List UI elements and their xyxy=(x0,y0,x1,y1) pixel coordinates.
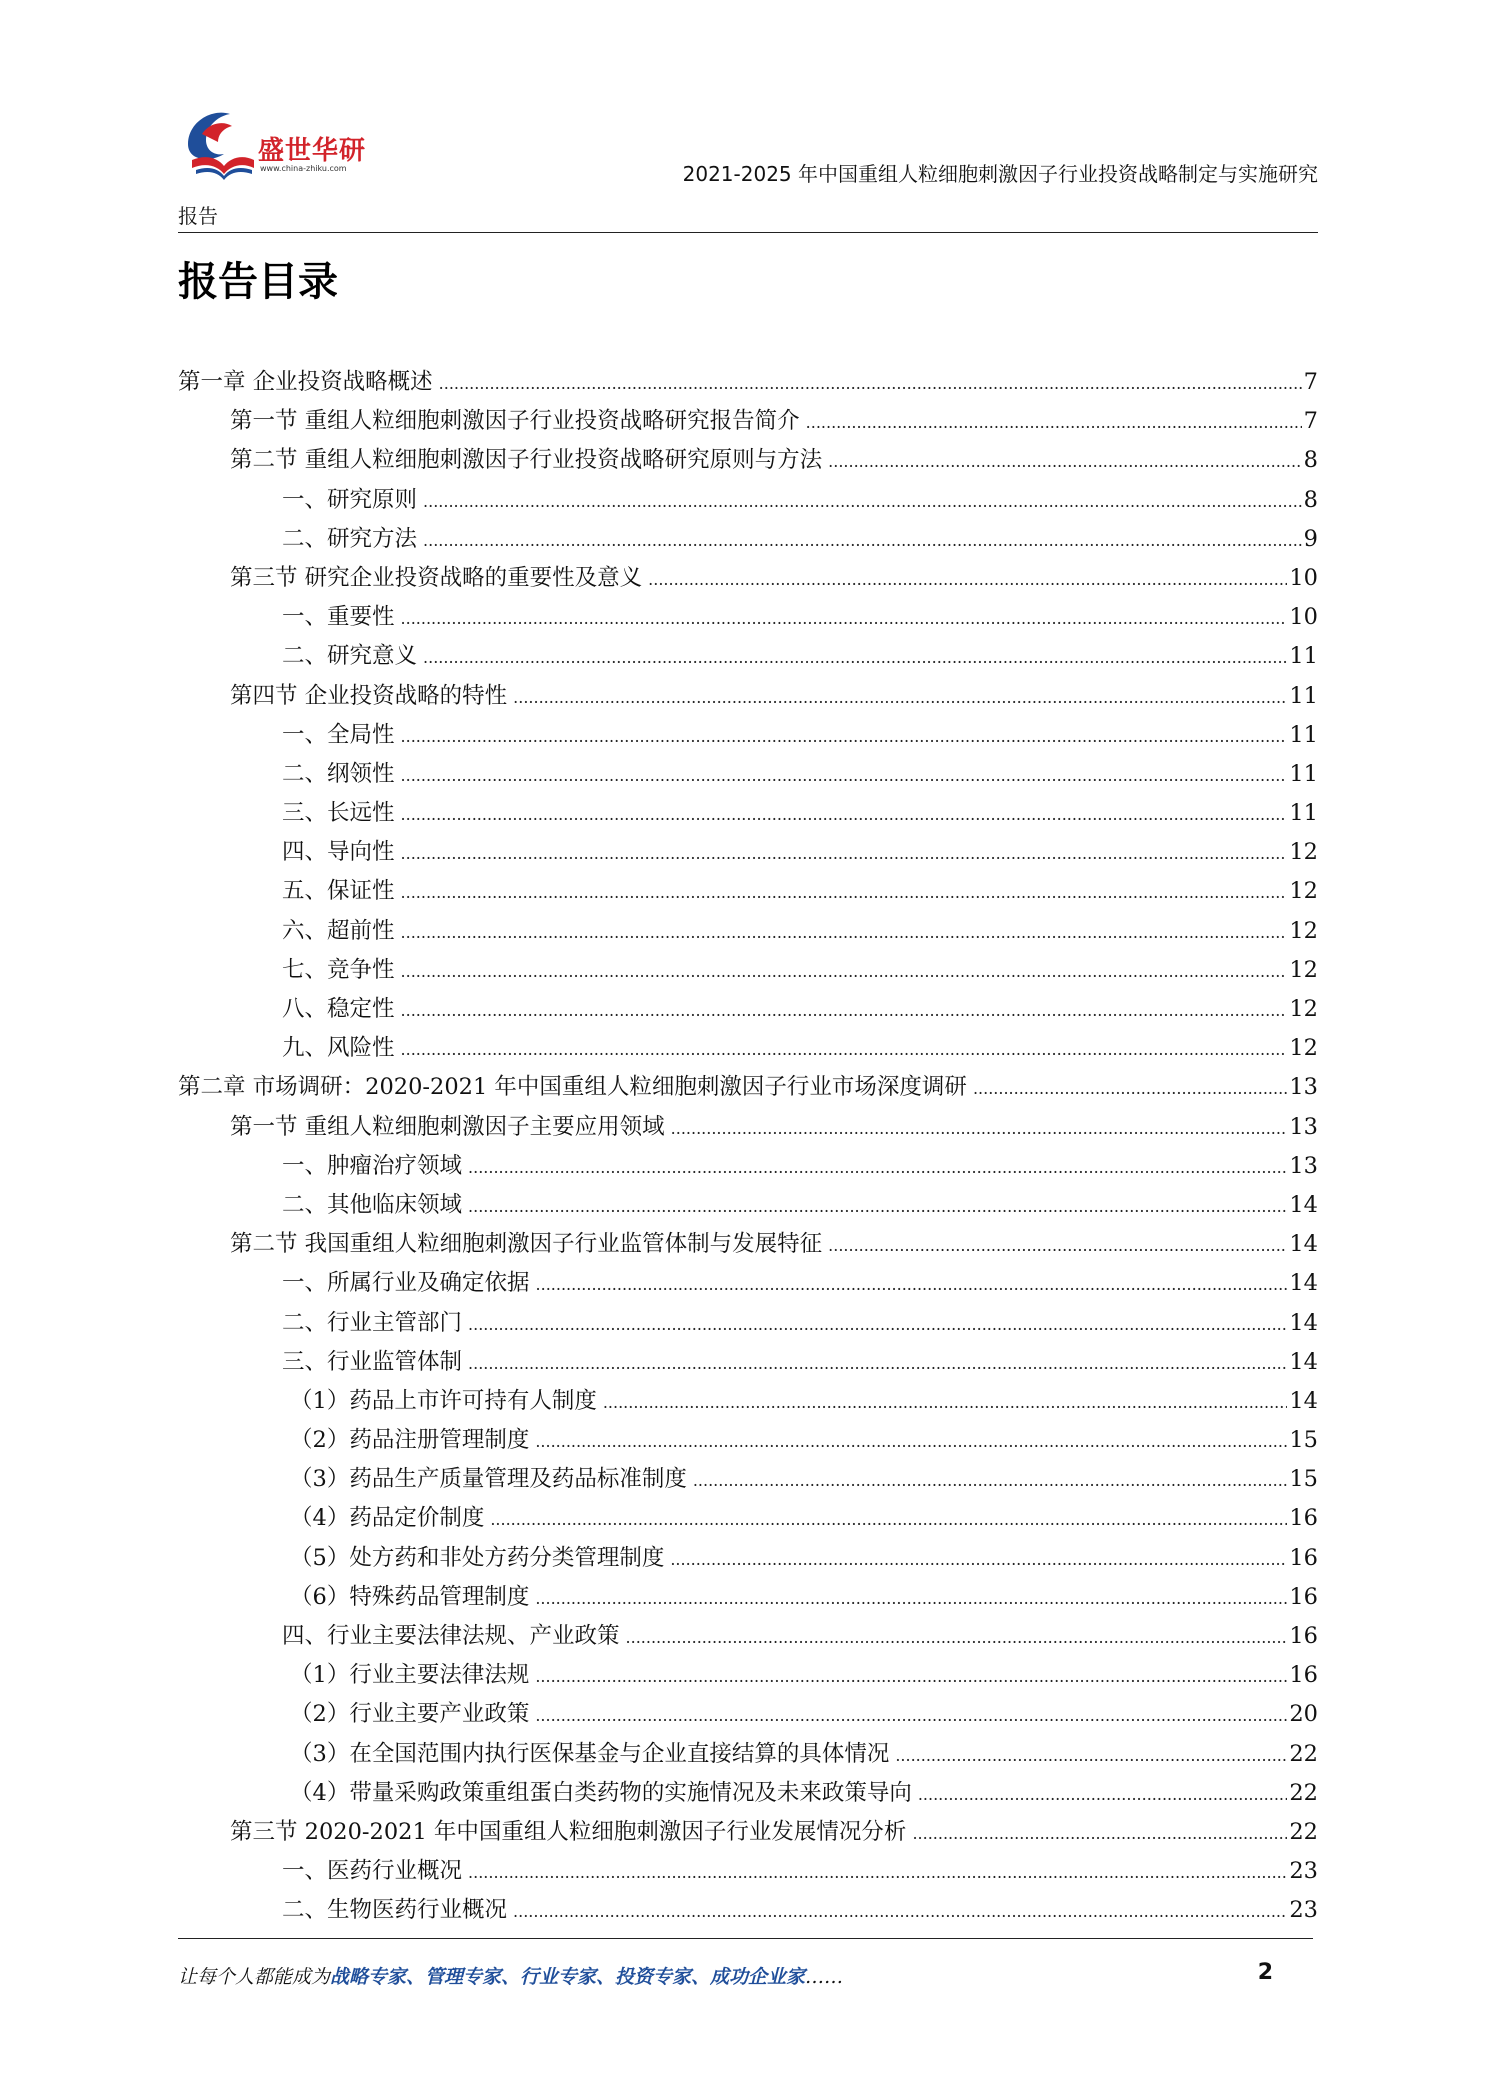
toc-entry[interactable] xyxy=(178,1109,1318,1148)
toc-entry-page: 11 xyxy=(1289,721,1318,748)
toc-entry-page: 16 xyxy=(1289,1505,1318,1532)
toc-entry[interactable] xyxy=(178,1736,1318,1775)
toc-entry-page: 14 xyxy=(1289,1387,1318,1414)
toc-entry-page: 14 xyxy=(1289,1231,1318,1258)
toc-dot-leader xyxy=(401,609,1288,628)
toc-dot-leader xyxy=(468,1158,1287,1177)
toc-entry-page: 11 xyxy=(1289,800,1318,827)
toc-entry-label: 一、所属行业及确定依据 xyxy=(282,1270,530,1297)
toc-dot-leader xyxy=(468,1197,1287,1216)
brand-name: 盛世华研 xyxy=(258,136,367,166)
toc-entry-page: 15 xyxy=(1289,1427,1318,1454)
toc-dot-leader xyxy=(535,1589,1287,1608)
toc-entry-page: 22 xyxy=(1289,1740,1318,1767)
toc-entry[interactable] xyxy=(178,521,1318,560)
toc-dot-leader xyxy=(401,923,1288,942)
toc-entry-label: 第二节 我国重组人粒细胞刺激因子行业监管体制与发展特征 xyxy=(230,1231,823,1258)
toc-dot-leader xyxy=(490,1510,1287,1529)
toc-entry-label: （6）特殊药品管理制度 xyxy=(290,1583,530,1610)
toc-entry[interactable] xyxy=(178,638,1318,677)
toc-entry-page: 13 xyxy=(1289,1152,1318,1179)
toc-entry-label: （5）处方药和非处方药分类管理制度 xyxy=(290,1544,665,1571)
toc-entry-page: 11 xyxy=(1289,760,1318,787)
toc-entry[interactable] xyxy=(178,1187,1318,1226)
toc-dot-leader xyxy=(401,766,1288,785)
toc-entry[interactable] xyxy=(178,403,1318,442)
toc-entry[interactable] xyxy=(178,1030,1318,1069)
toc-dot-leader xyxy=(513,1902,1287,1921)
toc-dot-leader xyxy=(828,452,1302,471)
toc-entry-page: 13 xyxy=(1289,1113,1318,1140)
toc-entry-label: 一、肿瘤治疗领域 xyxy=(282,1152,463,1179)
toc-entry[interactable] xyxy=(178,913,1318,952)
toc-entry-label: 一、全局性 xyxy=(282,721,395,748)
toc-entry-label: （4）药品定价制度 xyxy=(290,1505,485,1532)
toc-dot-leader xyxy=(468,1354,1287,1373)
toc-entry-page: 12 xyxy=(1289,996,1318,1022)
toc-entry-page: 14 xyxy=(1289,1270,1318,1297)
toc-entry-page: 22 xyxy=(1289,1818,1318,1845)
toc-entry[interactable] xyxy=(178,1775,1318,1814)
slogan-accent: 战略专家、管理专家、行业专家、投资专家、成功企业家 xyxy=(330,1966,806,1988)
toc-entry[interactable] xyxy=(178,442,1318,481)
page-title: 报告目录 xyxy=(178,259,338,305)
toc-entry[interactable] xyxy=(178,1892,1318,1931)
toc-entry-label: （3）在全国范围内执行医保基金与企业直接结算的具体情况 xyxy=(290,1740,890,1767)
toc-entry-label: 第一节 重组人粒细胞刺激因子行业投资战略研究报告简介 xyxy=(230,408,800,435)
toc-entry-page: 7 xyxy=(1303,369,1318,395)
toc-entry-label: 二、生物医药行业概况 xyxy=(282,1897,508,1924)
toc-dot-leader xyxy=(828,1236,1287,1255)
toc-entry-label: 三、行业监管体制 xyxy=(282,1348,463,1375)
toc-dot-leader xyxy=(401,962,1288,981)
toc-entry-label: 九、风险性 xyxy=(282,1035,395,1062)
toc-dot-leader xyxy=(626,1628,1288,1647)
toc-entry-page: 11 xyxy=(1289,643,1318,670)
toc-entry-page: 22 xyxy=(1289,1779,1318,1806)
toc-entry[interactable] xyxy=(178,1461,1318,1500)
toc-entry-label: 六、超前性 xyxy=(282,917,395,944)
page-number: 2 xyxy=(1257,1960,1273,1985)
toc-dot-leader xyxy=(535,1706,1287,1725)
toc-entry-label: （3）药品生产质量管理及药品标准制度 xyxy=(290,1466,687,1493)
toc-entry[interactable] xyxy=(178,1305,1318,1344)
toc-entry[interactable] xyxy=(178,1814,1318,1853)
toc-entry[interactable] xyxy=(178,1500,1318,1539)
toc-entry-label: 第四节 企业投资战略的特性 xyxy=(230,682,508,709)
toc-entry-page: 23 xyxy=(1289,1858,1318,1885)
toc-dot-leader xyxy=(693,1471,1288,1490)
toc-entry-label: （1）行业主要法律法规 xyxy=(290,1662,530,1689)
toc-entry-page: 16 xyxy=(1289,1662,1318,1689)
toc-entry-label: 一、重要性 xyxy=(282,604,395,631)
toc-entry[interactable] xyxy=(178,1422,1318,1461)
toc-entry-label: 五、保证性 xyxy=(282,878,395,905)
toc-entry-page: 8 xyxy=(1303,447,1318,474)
toc-entry[interactable] xyxy=(178,795,1318,834)
toc-entry-label: （1）药品上市许可持有人制度 xyxy=(290,1387,597,1414)
toc-entry[interactable] xyxy=(178,599,1318,638)
toc-entry[interactable] xyxy=(178,1540,1318,1579)
toc-dot-leader xyxy=(603,1393,1288,1412)
toc-dot-leader xyxy=(536,1275,1288,1294)
toc-dot-leader xyxy=(912,1824,1287,1843)
toc-entry-label: 三、长远性 xyxy=(282,800,395,827)
toc-entry-label: 八、稳定性 xyxy=(282,996,395,1022)
toc-entry-page: 16 xyxy=(1289,1544,1318,1571)
toc-dot-leader xyxy=(401,883,1288,902)
toc-entry[interactable] xyxy=(178,756,1318,795)
toc-entry[interactable] xyxy=(178,364,1318,403)
toc-entry-label: 第三节 研究企业投资战略的重要性及意义 xyxy=(230,564,643,591)
toc-entry[interactable] xyxy=(178,1696,1318,1735)
toc-entry[interactable] xyxy=(178,834,1318,873)
toc-entry-page: 12 xyxy=(1289,839,1318,866)
toc-dot-leader xyxy=(973,1079,1287,1098)
table-of-contents xyxy=(178,364,1318,1932)
toc-entry-label: 一、医药行业概况 xyxy=(282,1858,463,1885)
toc-entry-page: 10 xyxy=(1289,604,1318,631)
toc-entry-page: 14 xyxy=(1289,1309,1318,1336)
toc-entry-label: 第一章 企业投资战略概述 xyxy=(178,369,433,395)
toc-entry-page: 7 xyxy=(1303,408,1318,435)
toc-entry-label: （2）药品注册管理制度 xyxy=(290,1427,530,1454)
toc-entry[interactable] xyxy=(178,560,1318,599)
toc-dot-leader xyxy=(401,844,1288,863)
toc-entry[interactable] xyxy=(178,991,1318,1030)
toc-entry[interactable] xyxy=(178,1148,1318,1187)
toc-dot-leader xyxy=(513,688,1287,707)
toc-entry-label: 第二章 市场调研：2020-2021 年中国重组人粒细胞刺激因子行业市场深度调研 xyxy=(178,1074,967,1101)
report-title: 2021-2025 年中国重组人粒细胞刺激因子行业投资战略制定与实施研究 xyxy=(682,162,1318,186)
toc-entry-page: 20 xyxy=(1289,1701,1318,1728)
toc-entry-label: 一、研究原则 xyxy=(282,486,418,513)
toc-entry-page: 14 xyxy=(1289,1191,1318,1218)
toc-dot-leader xyxy=(423,492,1302,511)
toc-entry-page: 12 xyxy=(1289,956,1318,983)
toc-entry-label: （4）带量采购政策重组蛋白类药物的实施情况及未来政策导向 xyxy=(290,1779,912,1806)
toc-dot-leader xyxy=(401,1040,1288,1059)
toc-entry[interactable] xyxy=(178,1657,1318,1696)
brand-url: www.china-zhiku.com xyxy=(260,164,347,173)
toc-entry[interactable] xyxy=(178,1265,1318,1304)
toc-entry[interactable] xyxy=(178,482,1318,521)
toc-dot-leader xyxy=(648,570,1287,589)
toc-entry[interactable] xyxy=(178,873,1318,912)
toc-entry-label: 二、研究方法 xyxy=(282,525,418,552)
footer-divider xyxy=(178,1938,1313,1939)
toc-entry-page: 12 xyxy=(1289,1035,1318,1062)
footer-slogan xyxy=(178,1962,843,1989)
toc-entry-label: 四、导向性 xyxy=(282,839,395,866)
toc-entry-page: 16 xyxy=(1289,1583,1318,1610)
toc-dot-leader xyxy=(918,1785,1288,1804)
toc-dot-leader xyxy=(468,1315,1287,1334)
toc-entry-page: 10 xyxy=(1289,564,1318,591)
toc-entry-page: 15 xyxy=(1289,1466,1318,1493)
toc-entry-page: 9 xyxy=(1303,525,1318,552)
toc-dot-leader xyxy=(468,1863,1287,1882)
toc-entry[interactable] xyxy=(178,678,1318,717)
slogan-suffix: …… xyxy=(805,1966,844,1988)
toc-entry[interactable] xyxy=(178,1226,1318,1265)
toc-entry[interactable] xyxy=(178,952,1318,991)
header-divider xyxy=(178,232,1318,233)
toc-entry-page: 23 xyxy=(1289,1897,1318,1924)
toc-dot-leader xyxy=(401,1001,1288,1020)
toc-entry-label: 第三节 2020-2021 年中国重组人粒细胞刺激因子行业发展情况分析 xyxy=(230,1818,907,1845)
toc-entry-label: 七、竞争性 xyxy=(282,956,395,983)
toc-dot-leader xyxy=(895,1746,1287,1765)
brand-logo xyxy=(178,104,398,184)
toc-entry[interactable] xyxy=(178,1579,1318,1618)
toc-entry-page: 8 xyxy=(1303,486,1318,513)
toc-entry[interactable] xyxy=(178,1618,1318,1657)
book-logo-icon xyxy=(178,104,258,184)
toc-entry-page: 16 xyxy=(1289,1623,1318,1649)
toc-entry[interactable] xyxy=(178,1344,1318,1383)
toc-entry-label: 第一节 重组人粒细胞刺激因子主要应用领域 xyxy=(230,1113,665,1140)
toc-entry-label: 二、其他临床领域 xyxy=(282,1191,463,1218)
toc-dot-leader xyxy=(439,374,1302,393)
toc-dot-leader xyxy=(401,805,1288,824)
toc-entry[interactable] xyxy=(178,1069,1318,1108)
toc-entry-page: 12 xyxy=(1289,878,1318,905)
toc-entry-label: 二、研究意义 xyxy=(282,643,418,670)
toc-dot-leader xyxy=(670,1550,1287,1569)
page-header xyxy=(178,104,1318,234)
slogan-prefix: 让每个人都能成为 xyxy=(178,1966,331,1988)
toc-entry[interactable] xyxy=(178,1383,1318,1422)
toc-entry[interactable] xyxy=(178,1853,1318,1892)
toc-dot-leader xyxy=(671,1119,1288,1138)
toc-entry-page: 12 xyxy=(1289,917,1318,944)
toc-entry-label: （2）行业主要产业政策 xyxy=(290,1701,530,1728)
report-title-continued: 报告 xyxy=(178,204,218,228)
toc-entry-label: 二、纲领性 xyxy=(282,760,395,787)
toc-entry-page: 14 xyxy=(1289,1348,1318,1375)
toc-dot-leader xyxy=(535,1667,1287,1686)
toc-dot-leader xyxy=(535,1432,1287,1451)
toc-entry[interactable] xyxy=(178,717,1318,756)
toc-entry-label: 第二节 重组人粒细胞刺激因子行业投资战略研究原则与方法 xyxy=(230,447,823,474)
toc-entry-label: 四、行业主要法律法规、产业政策 xyxy=(282,1623,620,1649)
toc-entry-page: 13 xyxy=(1289,1074,1318,1101)
toc-entry-label: 二、行业主管部门 xyxy=(282,1309,463,1336)
toc-dot-leader xyxy=(423,648,1287,667)
toc-dot-leader xyxy=(806,413,1302,432)
toc-entry-page: 11 xyxy=(1289,682,1318,709)
toc-dot-leader xyxy=(423,531,1302,550)
toc-dot-leader xyxy=(401,727,1288,746)
